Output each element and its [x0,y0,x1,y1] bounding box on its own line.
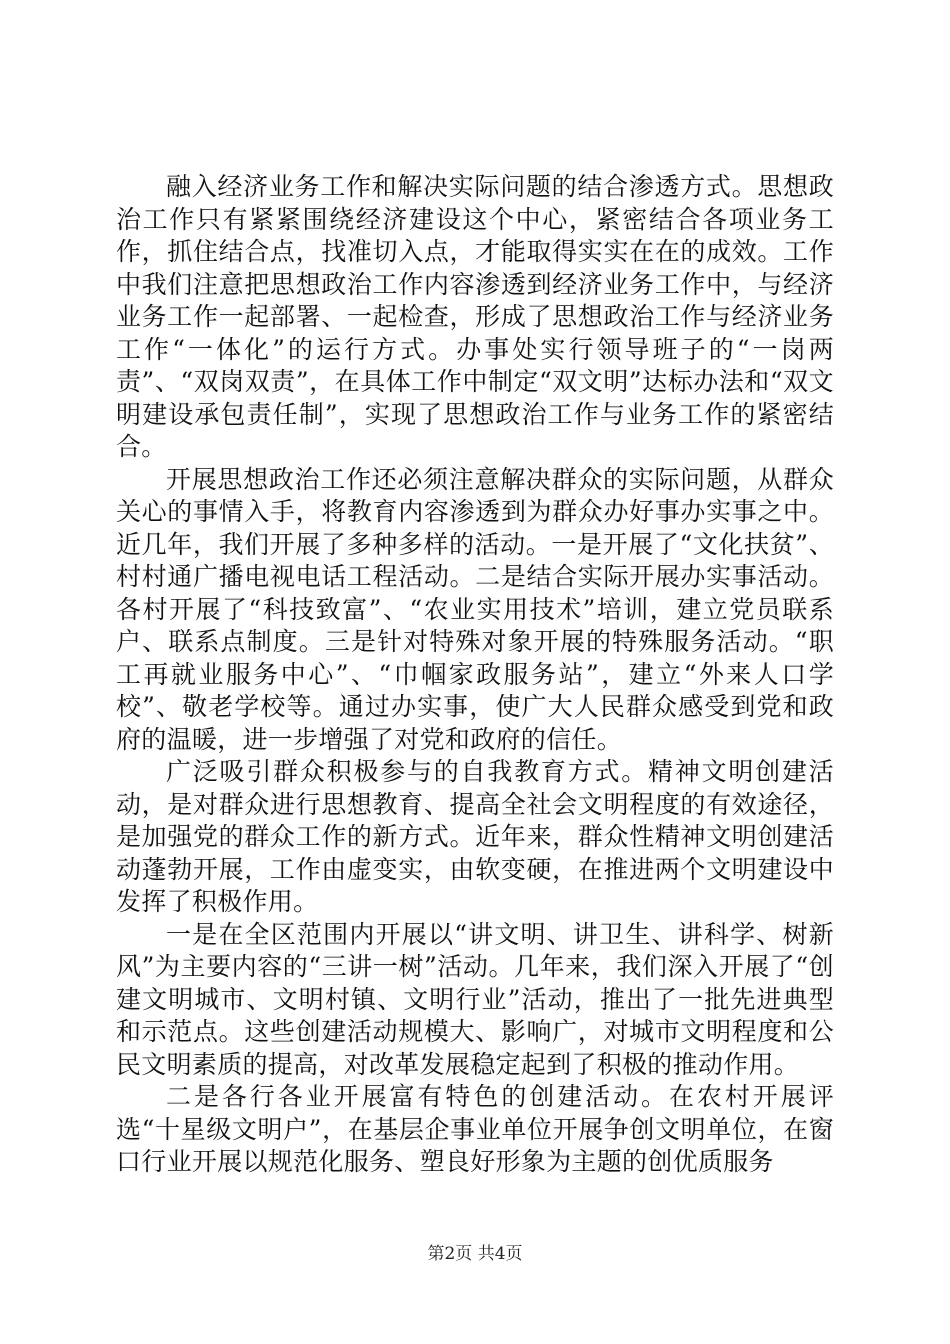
paragraph-4: 一是在全区范围内开展以“讲文明、讲卫生、讲科学、树新风”为主要内容的“三讲一树”活动。几年来，我们深入开展了“创建文明城市、文明村镇、文明行业”活动，推出了一批先进典型和示范点。这些创建活动规模大、影响广，对城市文明程度和公民文明素质的提高，对改革发展稳定起到了积极的推动作用。 [116,919,834,1079]
paragraph-3: 广泛吸引群众积极参与的自我教育方式。精神文明创建活动，是对群众进行思想教育、提高全社会文明程度的有效途径，是加强党的群众工作的新方式。近年来，群众性精神文明创建活动蓬勃开展，工作由虚变实，由软变硬，在推进两个文明建设中发挥了积极作用。 [116,757,834,916]
page-number-footer: 第2页 共4页 [427,1244,523,1264]
document-body [116,171,834,1179]
paragraph-2: 开展思想政治工作还必须注意解决群众的实际问题，从群众关心的事情入手，将教育内容渗透到为群众办好事办实事之中。近几年，我们开展了多种多样的活动。一是开展了“文化扶贫”、村村通广播电视电话工程活动。二是结合实际开展办实事活动。各村开展了“科技致富”、“农业实用技术”培训，建立党员联系户、联系点制度。三是针对特殊对象开展的特殊服务活动。“职工再就业服务中心”、“巾帼家政服务站”，建立“外来人口学校”、敬老学校等。通过办实事，使广大人民群众感受到党和政府的温暖，进一步增强了对党和政府的信任。 [116,464,834,754]
paragraph-5: 二是各行各业开展富有特色的创建活动。在农村开展评选“十星级文明户”，在基层企事业单位开展争创文明单位，在窗口行业开展以规范化服务、塑良好形象为主题的创优质服务 [116,1082,834,1176]
paragraph-1: 融入经济业务工作和解决实际问题的结合渗透方式。思想政治工作只有紧紧围绕经济建设这个中心，紧密结合各项业务工作，抓住结合点，找准切入点，才能取得实实在在的成效。工作中我们注意把思想政治工作内容渗透到经济业务工作中，与经济业务工作一起部署、一起检查，形成了思想政治工作与经济业务工作“一体化”的运行方式。办事处实行领导班子的“一岗两责”、“双岗双责”，在具体工作中制定“双文明”达标办法和“双文明建设承包责任制”，实现了思想政治工作与业务工作的紧密结合。 [116,172,834,461]
